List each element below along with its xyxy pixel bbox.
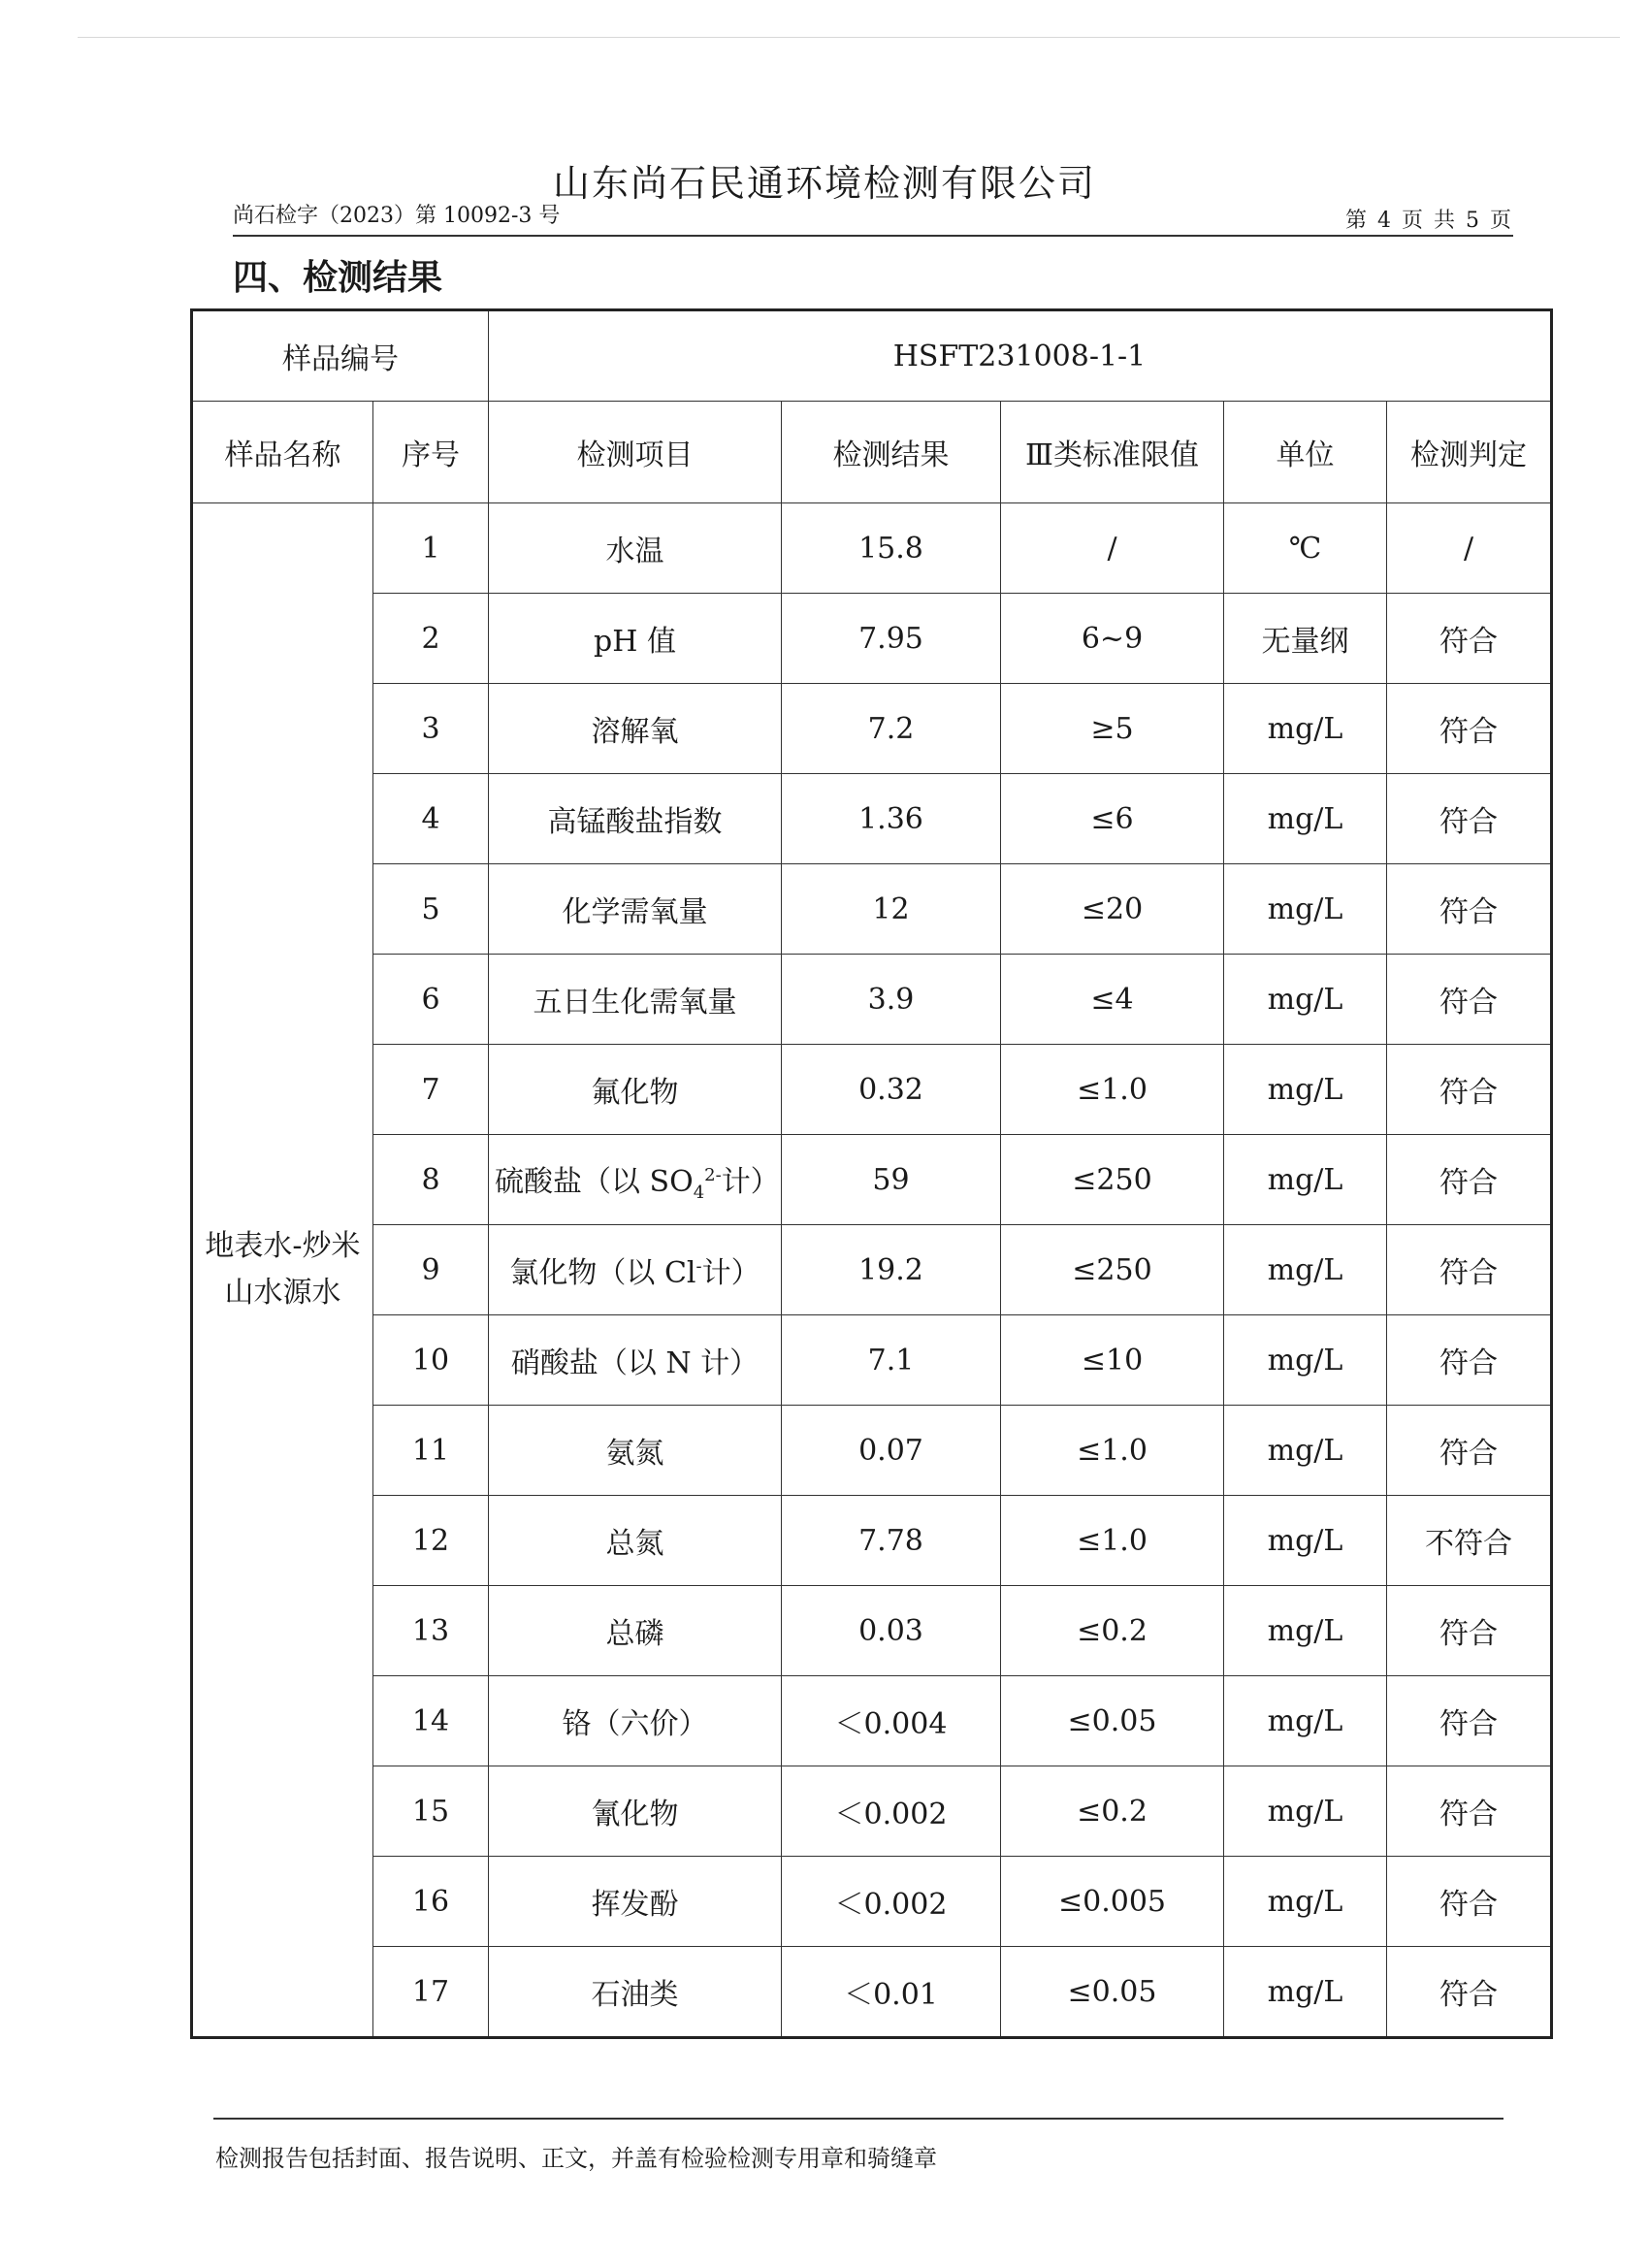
table-row — [192, 1766, 1552, 1857]
item-text-pre: 氯化物（以 Cl — [509, 1256, 696, 1290]
limit-cell: / — [1001, 503, 1224, 594]
unit-cell: mg/L — [1224, 1406, 1387, 1496]
item-text-post: 计） — [721, 1164, 780, 1199]
seq-cell: 15 — [373, 1766, 489, 1857]
limit-cell: ≤250 — [1001, 1225, 1224, 1315]
table-row — [192, 1496, 1552, 1586]
judgement-cell: 符合 — [1387, 1135, 1552, 1225]
header-sample-name: 样品名称 — [192, 402, 373, 503]
judgement-cell: 符合 — [1387, 1857, 1552, 1947]
limit-cell: ≥5 — [1001, 684, 1224, 774]
seq-cell: 4 — [373, 774, 489, 864]
judgement-cell: 符合 — [1387, 1586, 1552, 1676]
unit-cell: ℃ — [1224, 503, 1387, 594]
table-row — [192, 1586, 1552, 1676]
unit-cell: mg/L — [1224, 1586, 1387, 1676]
seq-cell: 17 — [373, 1947, 489, 2038]
result-cell: 7.2 — [782, 684, 1001, 774]
header-result: 检测结果 — [782, 402, 1001, 503]
header-row — [192, 402, 1552, 503]
result-cell: ＜0.002 — [782, 1857, 1001, 1947]
item-cell: 总氮 — [489, 1496, 782, 1586]
item-cell: pH 值 — [489, 594, 782, 684]
footer-note: 检测报告包括封面、报告说明、正文，并盖有检验检测专用章和骑缝章 — [215, 2145, 937, 2172]
judgement-cell: 符合 — [1387, 1947, 1552, 2038]
unit-cell: mg/L — [1224, 684, 1387, 774]
result-cell: 12 — [782, 864, 1001, 955]
header-unit: 单位 — [1224, 402, 1387, 503]
item-subscript: 4 — [693, 1182, 705, 1203]
judgement-cell: 符合 — [1387, 1406, 1552, 1496]
page-number: 第 4 页 共 5 页 — [1345, 209, 1513, 233]
result-cell: 1.36 — [782, 774, 1001, 864]
item-cell: 铬（六价） — [489, 1676, 782, 1766]
results-table — [190, 308, 1553, 2039]
item-cell: 溶解氧 — [489, 684, 782, 774]
seq-cell: 8 — [373, 1135, 489, 1225]
result-cell: 0.03 — [782, 1586, 1001, 1676]
unit-cell: 无量纲 — [1224, 594, 1387, 684]
unit-cell: mg/L — [1224, 864, 1387, 955]
item-cell: 氰化物 — [489, 1766, 782, 1857]
item-cell: 氟化物 — [489, 1045, 782, 1135]
top-rule — [78, 37, 1620, 38]
unit-cell: mg/L — [1224, 1045, 1387, 1135]
item-cell: 挥发酚 — [489, 1857, 782, 1947]
limit-cell: ≤0.05 — [1001, 1676, 1224, 1766]
limit-cell: ≤250 — [1001, 1135, 1224, 1225]
table-row — [192, 1947, 1552, 2038]
table-row — [192, 1676, 1552, 1766]
seq-cell: 5 — [373, 864, 489, 955]
result-cell: ＜0.01 — [782, 1947, 1001, 2038]
result-cell: ＜0.004 — [782, 1676, 1001, 1766]
item-cell: 氨氮 — [489, 1406, 782, 1496]
item-cell: 五日生化需氧量 — [489, 955, 782, 1045]
seq-cell: 14 — [373, 1676, 489, 1766]
result-cell: 0.32 — [782, 1045, 1001, 1135]
seq-cell: 11 — [373, 1406, 489, 1496]
seq-cell: 13 — [373, 1586, 489, 1676]
company-name: 山东尚石民通环境检测有限公司 — [552, 162, 1096, 205]
judgement-cell: 符合 — [1387, 1766, 1552, 1857]
judgement-cell: 符合 — [1387, 774, 1552, 864]
result-cell: 3.9 — [782, 955, 1001, 1045]
result-cell: 19.2 — [782, 1225, 1001, 1315]
judgement-cell: 符合 — [1387, 1225, 1552, 1315]
unit-cell: mg/L — [1224, 1135, 1387, 1225]
unit-cell: mg/L — [1224, 1225, 1387, 1315]
header-limit: Ⅲ类标准限值 — [1001, 402, 1224, 503]
unit-cell: mg/L — [1224, 774, 1387, 864]
limit-cell: ≤20 — [1001, 864, 1224, 955]
limit-cell: ≤6 — [1001, 774, 1224, 864]
result-cell: 0.07 — [782, 1406, 1001, 1496]
seq-cell: 10 — [373, 1315, 489, 1406]
header-judgement: 检测判定 — [1387, 402, 1552, 503]
report-number: 尚石检字（2023）第 10092-3 号 — [233, 204, 561, 228]
seq-cell: 3 — [373, 684, 489, 774]
section-title: 四、检测结果 — [233, 258, 443, 298]
item-superscript: - — [695, 1256, 702, 1277]
item-cell — [489, 1225, 782, 1315]
judgement-cell: 符合 — [1387, 1315, 1552, 1406]
seq-cell: 7 — [373, 1045, 489, 1135]
table-row — [192, 1315, 1552, 1406]
table-row — [192, 594, 1552, 684]
seq-cell: 12 — [373, 1496, 489, 1586]
table-row — [192, 955, 1552, 1045]
table-row — [192, 1406, 1552, 1496]
judgement-cell: 不符合 — [1387, 1496, 1552, 1586]
item-text-pre: 硫酸盐（以 SO — [495, 1164, 694, 1199]
limit-cell: ≤1.0 — [1001, 1045, 1224, 1135]
judgement-cell: 符合 — [1387, 684, 1552, 774]
limit-cell: ≤1.0 — [1001, 1496, 1224, 1586]
unit-cell: mg/L — [1224, 1676, 1387, 1766]
header-item: 检测项目 — [489, 402, 782, 503]
judgement-cell: 符合 — [1387, 1045, 1552, 1135]
item-cell: 高锰酸盐指数 — [489, 774, 782, 864]
unit-cell: mg/L — [1224, 955, 1387, 1045]
item-cell: 化学需氧量 — [489, 864, 782, 955]
item-cell: 硝酸盐（以 N 计） — [489, 1315, 782, 1406]
result-cell: 7.78 — [782, 1496, 1001, 1586]
judgement-cell: 符合 — [1387, 864, 1552, 955]
seq-cell: 6 — [373, 955, 489, 1045]
judgement-cell: / — [1387, 503, 1552, 594]
item-cell: 石油类 — [489, 1947, 782, 2038]
unit-cell: mg/L — [1224, 1947, 1387, 2038]
item-cell: 水温 — [489, 503, 782, 594]
judgement-cell: 符合 — [1387, 594, 1552, 684]
sample-name-cell: 地表水-炒米山水源水 — [192, 503, 373, 2038]
item-superscript: 2- — [704, 1164, 722, 1185]
table-row — [192, 864, 1552, 955]
judgement-cell: 符合 — [1387, 955, 1552, 1045]
table-row — [192, 1857, 1552, 1947]
limit-cell: ≤4 — [1001, 955, 1224, 1045]
sample-id-label: 样品编号 — [192, 310, 489, 402]
table-row — [192, 1225, 1552, 1315]
table-row — [192, 1045, 1552, 1135]
seq-cell: 2 — [373, 594, 489, 684]
limit-cell: ≤0.2 — [1001, 1766, 1224, 1857]
sample-id-row — [192, 310, 1552, 402]
item-cell — [489, 1135, 782, 1225]
result-cell: 15.8 — [782, 503, 1001, 594]
result-cell: 7.1 — [782, 1315, 1001, 1406]
header-rule — [233, 235, 1513, 237]
judgement-cell: 符合 — [1387, 1676, 1552, 1766]
table-row — [192, 684, 1552, 774]
limit-cell: ≤1.0 — [1001, 1406, 1224, 1496]
limit-cell: 6~9 — [1001, 594, 1224, 684]
item-cell: 总磷 — [489, 1586, 782, 1676]
limit-cell: ≤10 — [1001, 1315, 1224, 1406]
footer-rule — [213, 2118, 1504, 2120]
limit-cell: ≤0.05 — [1001, 1947, 1224, 2038]
result-cell: 7.95 — [782, 594, 1001, 684]
result-cell: ＜0.002 — [782, 1766, 1001, 1857]
table-row — [192, 774, 1552, 864]
seq-cell: 9 — [373, 1225, 489, 1315]
sample-id-value: HSFT231008-1-1 — [489, 310, 1552, 402]
unit-cell: mg/L — [1224, 1496, 1387, 1586]
seq-cell: 1 — [373, 503, 489, 594]
unit-cell: mg/L — [1224, 1315, 1387, 1406]
header-seq: 序号 — [373, 402, 489, 503]
table-row — [192, 1135, 1552, 1225]
item-text-post: 计） — [701, 1256, 760, 1290]
result-cell: 59 — [782, 1135, 1001, 1225]
limit-cell: ≤0.2 — [1001, 1586, 1224, 1676]
limit-cell: ≤0.005 — [1001, 1857, 1224, 1947]
seq-cell: 16 — [373, 1857, 489, 1947]
unit-cell: mg/L — [1224, 1857, 1387, 1947]
table-row — [192, 503, 1552, 594]
unit-cell: mg/L — [1224, 1766, 1387, 1857]
